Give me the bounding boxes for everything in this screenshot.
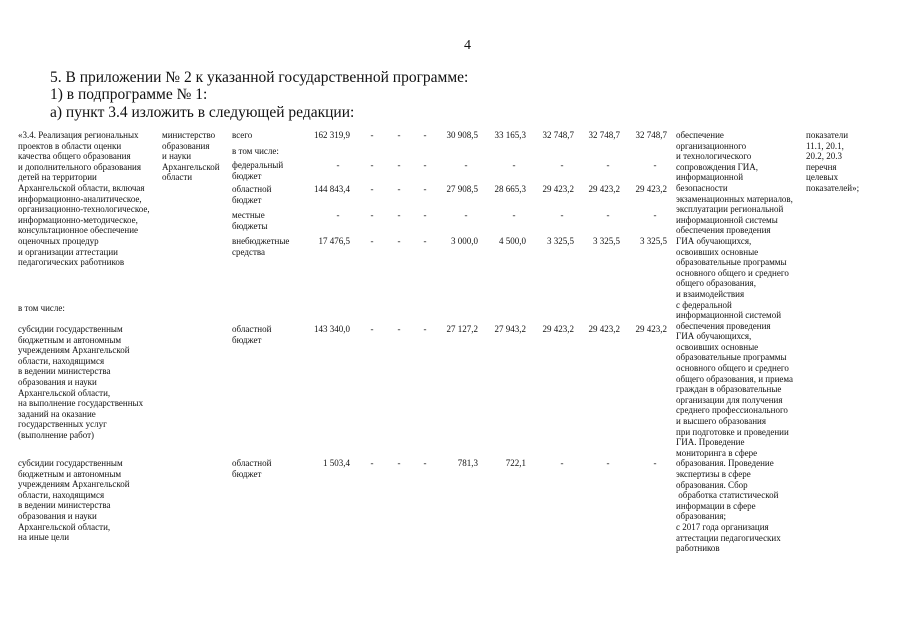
sub1-value-5: 27 127,2 — [446, 324, 478, 334]
source-local: местные бюджеты — [232, 210, 268, 231]
main-source-2-value-9: - — [653, 160, 657, 170]
source-extrabudget: внебюджетные средства — [232, 236, 290, 257]
main-source-4-value-3: - — [397, 210, 401, 220]
main-source-4-value-7: - — [560, 210, 564, 220]
sub1-value-8: 29 423,2 — [588, 324, 620, 334]
main-source-0-value-2: - — [370, 130, 374, 140]
main-source-5-value-4: - — [423, 236, 427, 246]
main-source-2-value-6: - — [512, 160, 516, 170]
main-source-3-value-8: 29 423,2 — [588, 184, 620, 194]
main-source-2-value-5: - — [464, 160, 468, 170]
sub1-value-2: - — [370, 324, 374, 334]
main-source-3-value-2: - — [370, 184, 374, 194]
main-source-4-value-9: - — [653, 210, 657, 220]
main-source-3-value-9: 29 423,2 — [635, 184, 667, 194]
sub1-value-7: 29 423,2 — [542, 324, 574, 334]
main-source-0-value-4: - — [423, 130, 427, 140]
main-source-0-value-7: 32 748,7 — [542, 130, 574, 140]
main-source-2-value-2: - — [370, 160, 374, 170]
main-source-2-value-8: - — [606, 160, 610, 170]
main-source-5-value-3: - — [397, 236, 401, 246]
main-source-3-value-4: - — [423, 184, 427, 194]
main-source-2-value-4: - — [423, 160, 427, 170]
sub1-value-9: 29 423,2 — [635, 324, 667, 334]
main-row-name: «3.4. Реализация региональных проектов в области оценки качества общего образования и дополнительного образования детей на территории Архангельской области, включая информационно-аналитическое, организационно-технологическое, информационно-методическое, консультационное обеспечение оценочных процедур и организации аттестации педагогических работников — [18, 130, 150, 268]
main-source-2-value-3: - — [397, 160, 401, 170]
main-source-0-value-1: 162 319,9 — [314, 130, 350, 140]
main-source-5-value-2: - — [370, 236, 374, 246]
sub2-value-6: 722,1 — [505, 458, 526, 468]
main-source-0-value-6: 33 165,3 — [494, 130, 526, 140]
sub2-value-8: - — [606, 458, 610, 468]
main-source-5-value-9: 3 325,5 — [640, 236, 667, 246]
source-regional: областной бюджет — [232, 184, 272, 205]
sub2-value-1: 1 503,4 — [323, 458, 350, 468]
main-source-4-value-6: - — [512, 210, 516, 220]
sub1-value-3: - — [397, 324, 401, 334]
main-source-0-value-9: 32 748,7 — [635, 130, 667, 140]
main-source-5-value-8: 3 325,5 — [593, 236, 620, 246]
sub1-name: субсидии государственным бюджетным и автономным учреждениям Архангельской области, находящимся в ведении министерства образования и науки Архангельской области, на выполнение государственных заданий на оказание государственных услуг (выполнение работ) — [18, 324, 144, 440]
main-source-3-value-3: - — [397, 184, 401, 194]
sub2-source: областной бюджет — [232, 458, 272, 479]
heading-line-2: 1) в подпрограмме № 1: — [50, 86, 208, 103]
sub1-value-6: 27 943,2 — [494, 324, 526, 334]
result-text: обеспечение организационного и технологического сопровождения ГИА, информационной безопасности экзаменационных материалов, эксплуатации региональной информационной системы обеспечения проведения ГИА обучающихся, освоивших основные образовательные программы основного общего и среднего общего образования, и взаимодействия с федеральной информационной системой обеспечения проведения ГИА обучающихся, освоивших основные образовательные программы основного общего и среднего общего образования, и приема граждан в образовательные организации для получения среднего профессионального и высшего образования при подготовке и проведении ГИА. Проведение мониторинга в сфере образования. Проведение экспертизы в сфере образования. Сбор обработка статистической информации в сфере образования; с 2017 года организация аттестации педагогических работников — [676, 130, 794, 554]
sub2-name: субсидии государственным бюджетным и автономным учреждениям Архангельской области, находящимся в ведении министерства образования и науки Архангельской области, на иные цели — [18, 458, 130, 543]
main-row-executor: министерство образования и науки Архангельской области — [162, 130, 220, 183]
main-source-5-value-5: 3 000,0 — [451, 236, 478, 246]
sub1-source: областной бюджет — [232, 324, 272, 345]
sub2-value-7: - — [560, 458, 564, 468]
sub1-value-1: 143 340,0 — [314, 324, 350, 334]
sub1-value-4: - — [423, 324, 427, 334]
indicators-text: показатели 11.1, 20.1, 20.2, 20.3 перечня целевых показателей»; — [806, 130, 860, 193]
main-source-3-value-5: 27 908,5 — [446, 184, 478, 194]
main-source-0-value-5: 30 908,5 — [446, 130, 478, 140]
main-source-2-value-7: - — [560, 160, 564, 170]
main-source-5-value-1: 17 476,5 — [318, 236, 350, 246]
sub2-value-9: - — [653, 458, 657, 468]
heading-line-3: а) пункт 3.4 изложить в следующей редакции: — [50, 104, 355, 121]
sub2-value-2: - — [370, 458, 374, 468]
sub2-value-5: 781,3 — [457, 458, 478, 468]
including-label: в том числе: — [18, 303, 65, 313]
main-source-4-value-8: - — [606, 210, 610, 220]
main-source-3-value-6: 28 665,3 — [494, 184, 526, 194]
main-source-3-value-7: 29 423,2 — [542, 184, 574, 194]
main-source-4-value-4: - — [423, 210, 427, 220]
main-source-0-value-3: - — [397, 130, 401, 140]
main-source-5-value-6: 4 500,0 — [499, 236, 526, 246]
sub2-value-4: - — [423, 458, 427, 468]
source-including: в том числе: — [232, 146, 279, 156]
main-source-0-value-8: 32 748,7 — [588, 130, 620, 140]
heading-line-1: 5. В приложении № 2 к указанной государственной программе: — [50, 69, 469, 86]
main-source-3-value-1: 144 843,4 — [314, 184, 350, 194]
main-source-4-value-1: - — [336, 210, 340, 220]
main-source-4-value-2: - — [370, 210, 374, 220]
main-source-5-value-7: 3 325,5 — [547, 236, 574, 246]
source-total: всего — [232, 130, 253, 140]
source-federal: федеральный бюджет — [232, 160, 284, 181]
main-source-4-value-5: - — [464, 210, 468, 220]
sub2-value-3: - — [397, 458, 401, 468]
main-source-2-value-1: - — [336, 160, 340, 170]
page-number: 4 — [464, 38, 471, 53]
